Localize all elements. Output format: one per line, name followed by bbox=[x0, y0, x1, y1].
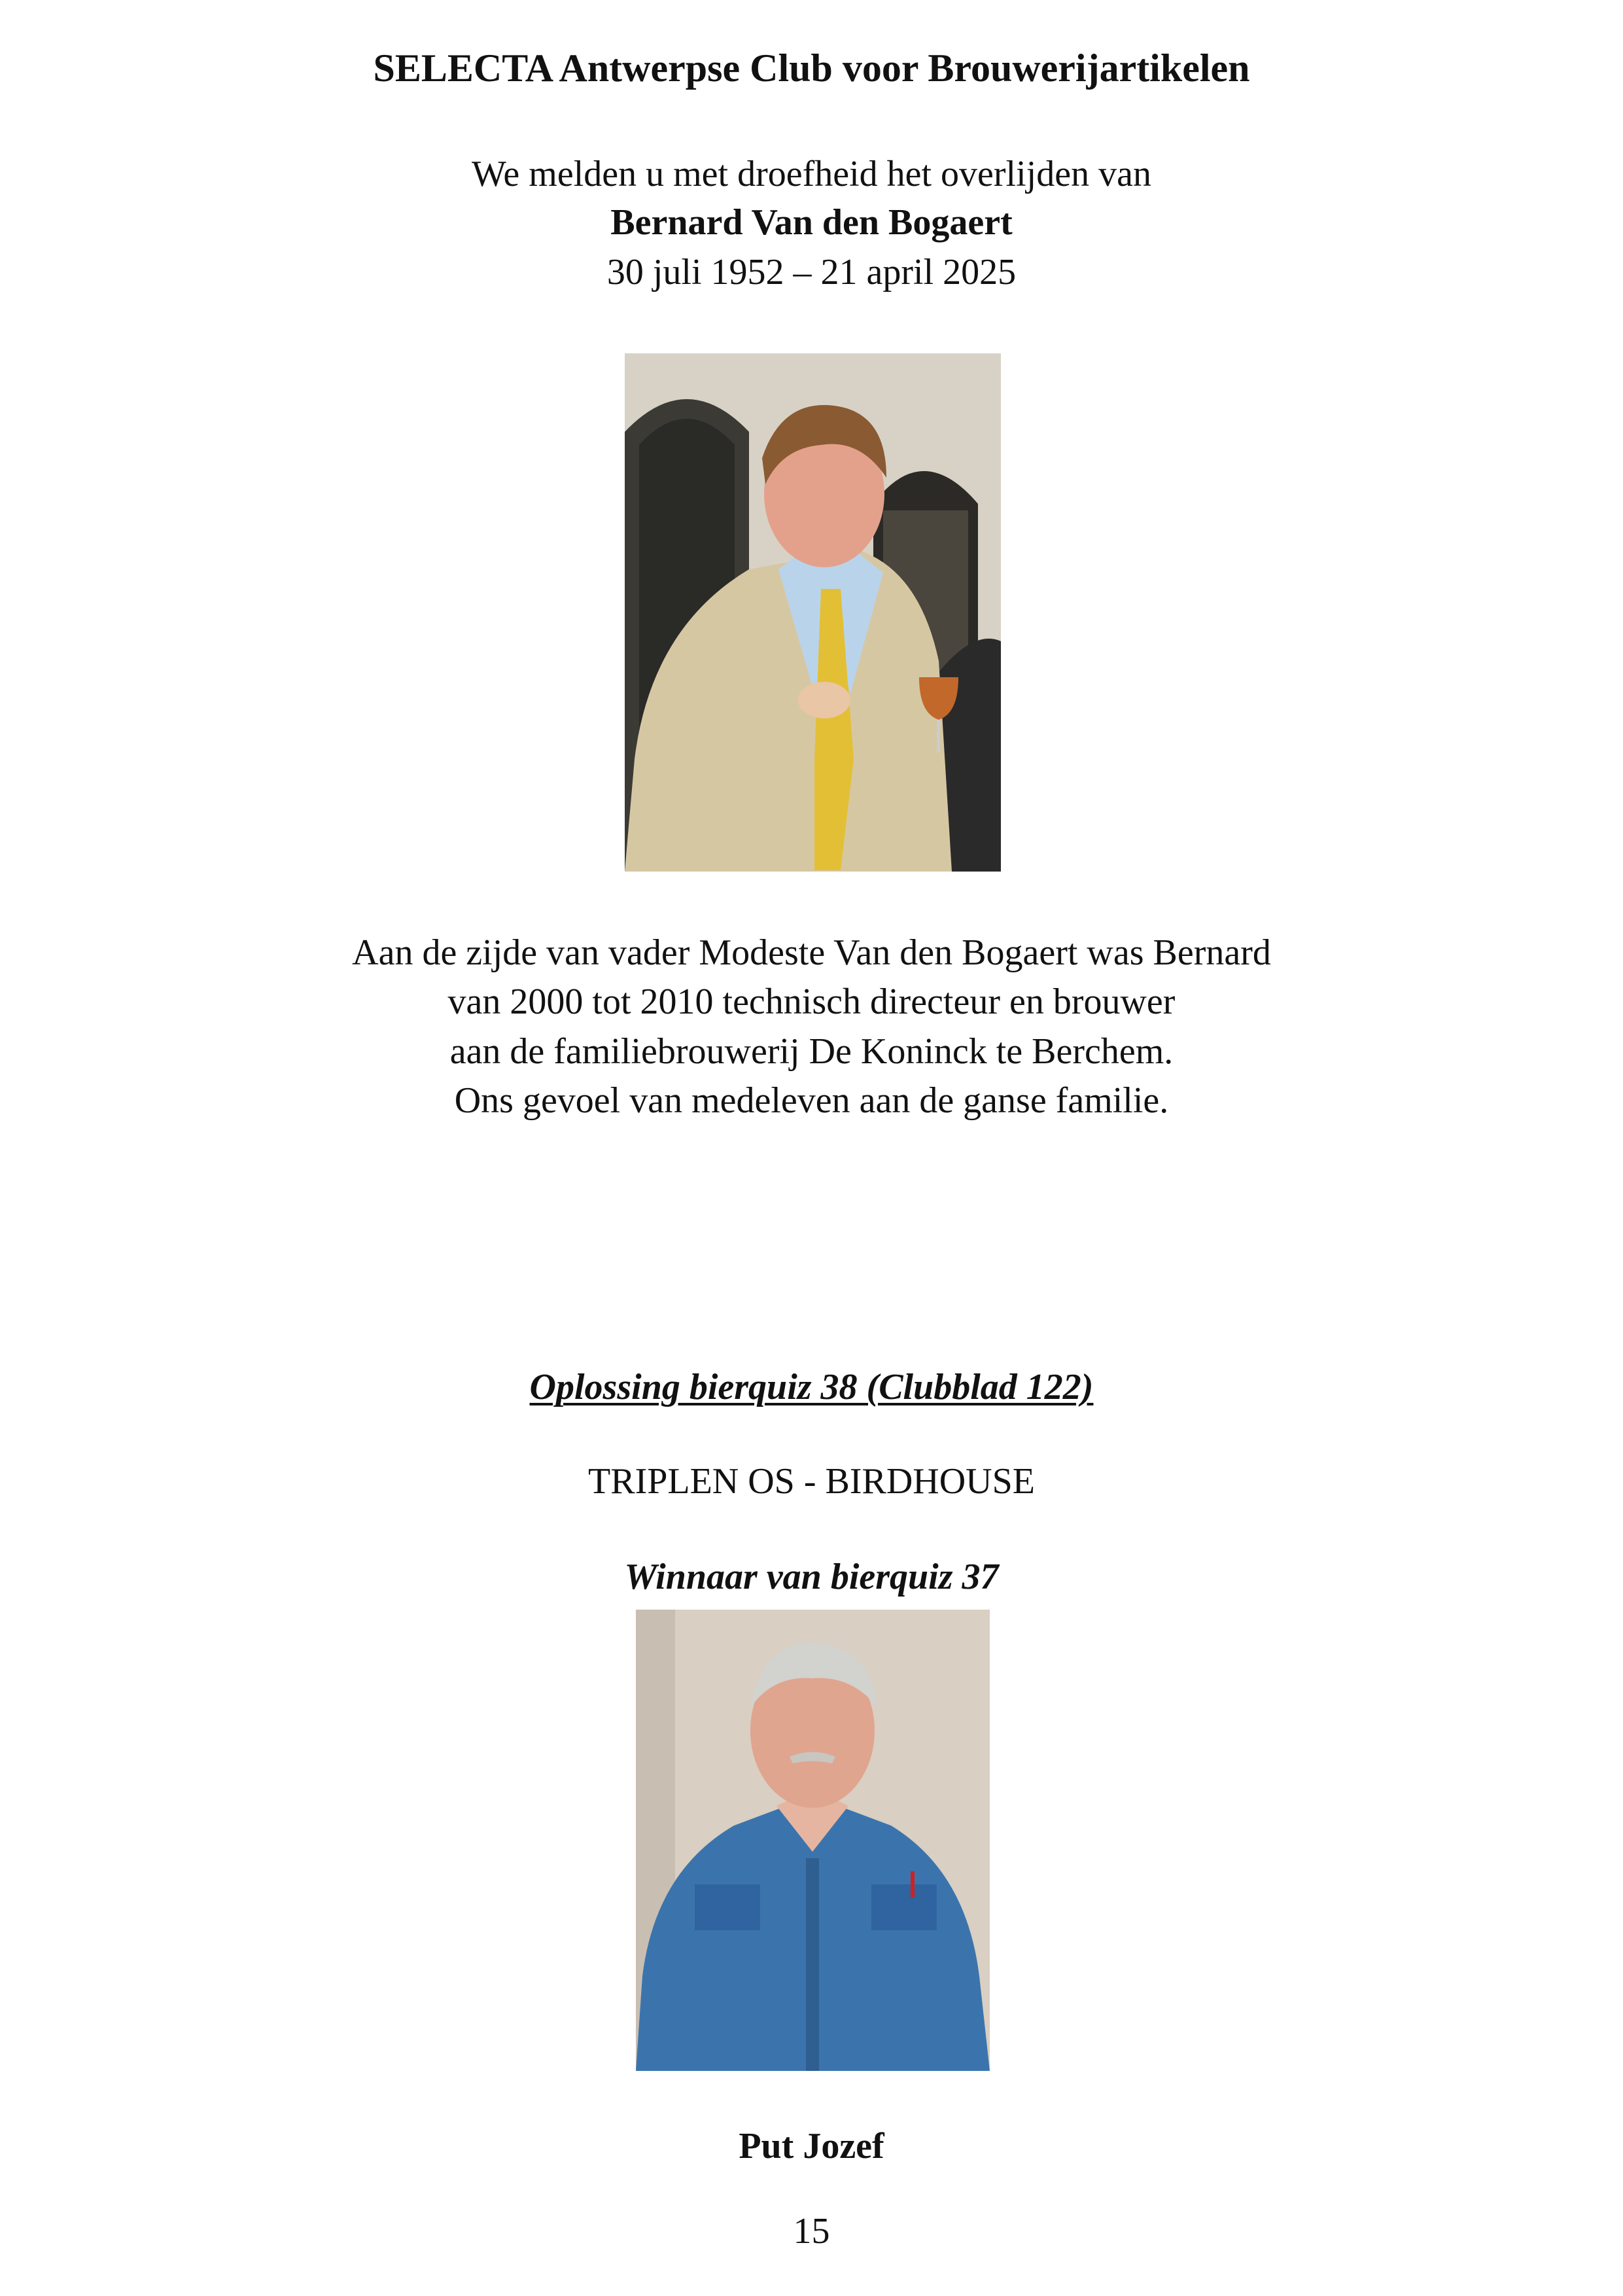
obituary-text-line: aan de familiebrouwerij De Koninck te Berchem. bbox=[449, 1031, 1174, 1072]
obituary-text-line: Aan de zijde van vader Modeste Van den Bogaert was Bernard bbox=[352, 932, 1271, 973]
page-number: 15 bbox=[793, 2211, 830, 2252]
obituary-intro: We melden u met droefheid het overlijden van bbox=[472, 154, 1151, 194]
quiz-winner-name: Put Jozef bbox=[739, 2126, 884, 2166]
winner-portrait-photo bbox=[636, 1610, 990, 2071]
obituary-text-line: Ons gevoel van medeleven aan de ganse familie. bbox=[454, 1080, 1169, 1121]
deceased-name: Bernard Van den Bogaert bbox=[610, 202, 1013, 243]
obituary-text-line: van 2000 tot 2010 technisch directeur en brouwer bbox=[447, 981, 1176, 1022]
deceased-portrait-photo bbox=[625, 353, 1001, 872]
quiz-winner-title: Winnaar van bierquiz 37 bbox=[624, 1557, 999, 1597]
quiz-solution-answer: TRIPLEN OS - BIRDHOUSE bbox=[588, 1461, 1035, 1502]
quiz-solution-title: Oplossing bierquiz 38 (Clubblad 122) bbox=[529, 1367, 1094, 1407]
page-title: SELECTA Antwerpse Club voor Brouwerijartikelen bbox=[373, 46, 1250, 90]
deceased-dates: 30 juli 1952 – 21 april 2025 bbox=[606, 252, 1017, 292]
